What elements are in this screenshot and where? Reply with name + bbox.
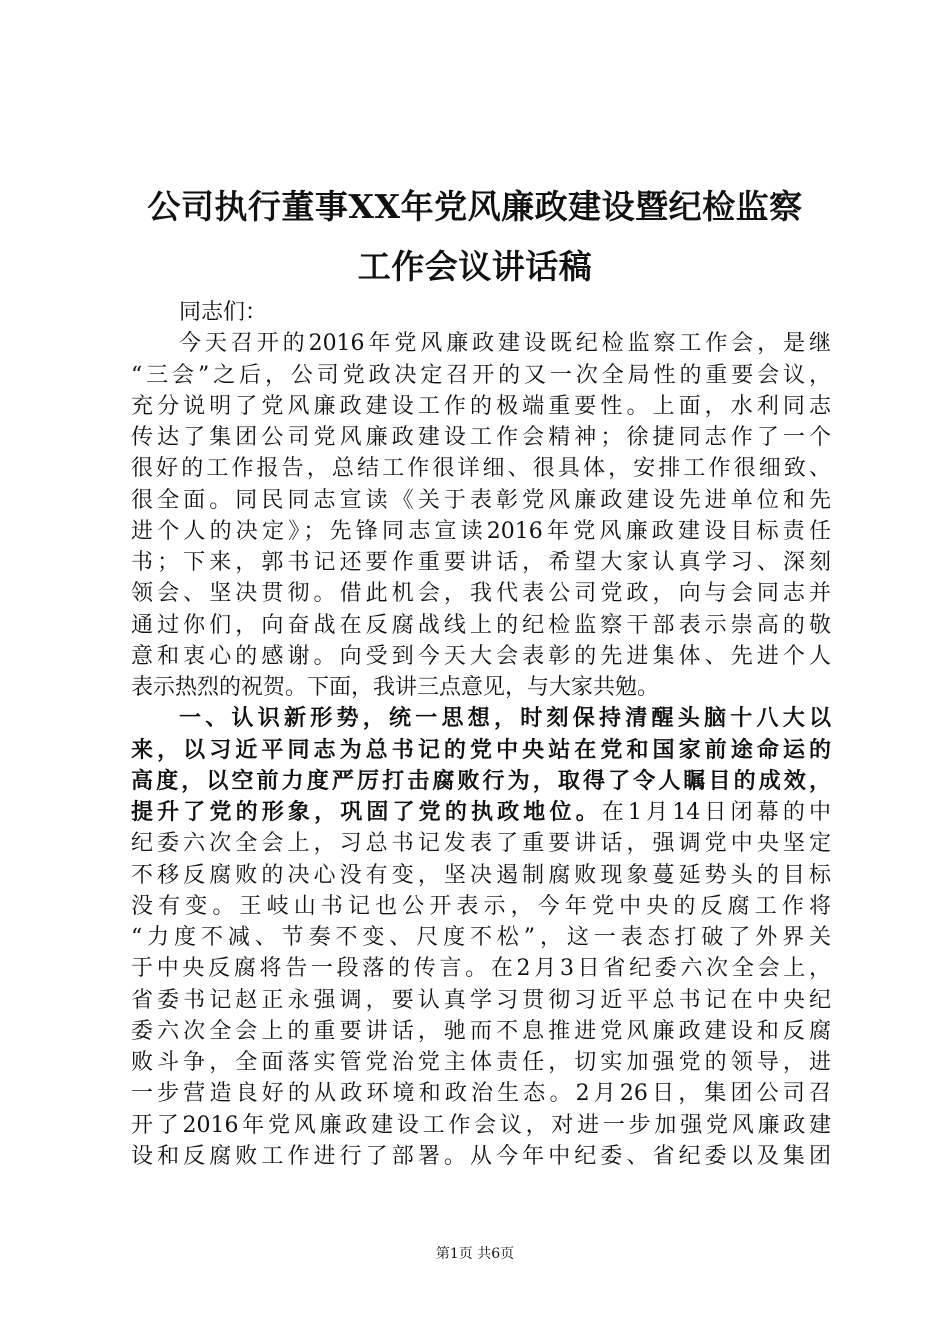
paragraph-line: 今天召开的2016年党风廉政建设既纪检监察工作会，是继 xyxy=(179,331,831,357)
paragraph-line: 败斗争，全面落实管党治党主体责任，切实加强党的领导，进 xyxy=(131,1050,831,1075)
paragraph-line: 一步营造良好的从政环境和政治生态。2月26日，集团公司召 xyxy=(131,1081,831,1107)
paragraph-line: 书；下来，郭书记还要作重要讲话，希望大家认真学习、深刻 xyxy=(131,550,831,575)
salutation: 同志们： xyxy=(179,300,268,325)
paragraph-line: 不移反腐败的决心没有变，坚决遏制腐败现象蔓延势头的目标 xyxy=(131,862,831,888)
paragraph-line: 设和反腐败工作进行了部署。从今年中纪委、省纪委以及集团 xyxy=(131,1143,831,1169)
paragraph-line: 很好的工作报告，总结工作很详细、很具体，安排工作很细致、 xyxy=(131,456,831,482)
paragraph-line: 于中央反腐将告一段落的传言。在2月3日省纪委六次全会上， xyxy=(131,956,831,982)
section-body-text: 在1月14日闭幕的中 xyxy=(601,800,831,825)
section-heading-text: 高度，以空前力度严厉打击腐败行为，取得了令人瞩目的成效， xyxy=(131,767,831,794)
section-heading-text: 一、认识新形势，统一思想，时刻保持清醒头脑十八大以 xyxy=(179,705,831,732)
section-heading-text: 提升了党的形象，巩固了党的执政地位。 xyxy=(131,799,602,825)
section-heading-text: 来，以习近平同志为总书记的党中央站在党和国家前途命运的 xyxy=(131,736,831,763)
paragraph-1 xyxy=(131,328,831,703)
page-footer: 第1页 共6页 xyxy=(435,1246,515,1262)
section-mixed-line xyxy=(131,797,831,828)
section-heading-line xyxy=(131,703,831,734)
paragraph-line: 很全面。同民同志宣读《关于表彰党风廉政建设先进单位和先 xyxy=(131,487,831,513)
paragraph-line: 充分说明了党风廉政建设工作的极端重要性。上面，水利同志 xyxy=(131,393,831,419)
paragraph-line: “力度不减、节奏不变、尺度不松”，这一表态打破了外界关 xyxy=(131,925,831,950)
paragraph-line: 表示热烈的祝贺。下面，我讲三点意见，与大家共勉。 xyxy=(131,675,660,700)
paragraph-line: 通过你们，向奋战在反腐战线上的纪检监察干部表示崇高的敬 xyxy=(131,612,831,638)
paragraph-line: “三会”之后，公司党政决定召开的又一次全局性的重要会议， xyxy=(131,362,831,388)
section-1 xyxy=(131,703,831,1172)
paragraph-line: 进个人的决定》；先锋同志宣读2016年党风廉政建设目标责任 xyxy=(131,518,831,544)
paragraph-line: 传达了集团公司党风廉政建设工作会精神；徐捷同志作了一个 xyxy=(131,425,831,450)
document-title-line-2: 工作会议讲话稿 xyxy=(357,247,593,286)
paragraph-line: 意和衷心的感谢。向受到今天大会表彰的先进集体、先进个人 xyxy=(131,643,831,669)
paragraph-line: 没有变。王岐山书记也公开表示，今年党中央的反腐工作将 xyxy=(131,893,831,919)
document-title-line-1: 公司执行董事XX年党风廉政建设暨纪检监察 xyxy=(147,187,803,226)
paragraph-line: 委六次全会上的重要讲话，驰而不息推进党风廉政建设和反腐 xyxy=(131,1018,831,1044)
paragraph-line: 纪委六次全会上，习总书记发表了重要讲话，强调党中央坚定 xyxy=(131,831,831,857)
paragraph-line: 省委书记赵正永强调，要认真学习贯彻习近平总书记在中央纪 xyxy=(131,987,831,1013)
paragraph-line: 开了2016年党风廉政建设工作会议，对进一步加强党风廉政建 xyxy=(131,1112,831,1138)
section-heading-line xyxy=(131,735,831,766)
section-heading-line xyxy=(131,766,831,797)
paragraph-line: 领会、坚决贯彻。借此机会，我代表公司党政，向与会同志并 xyxy=(131,581,831,607)
document-body xyxy=(131,297,831,1172)
